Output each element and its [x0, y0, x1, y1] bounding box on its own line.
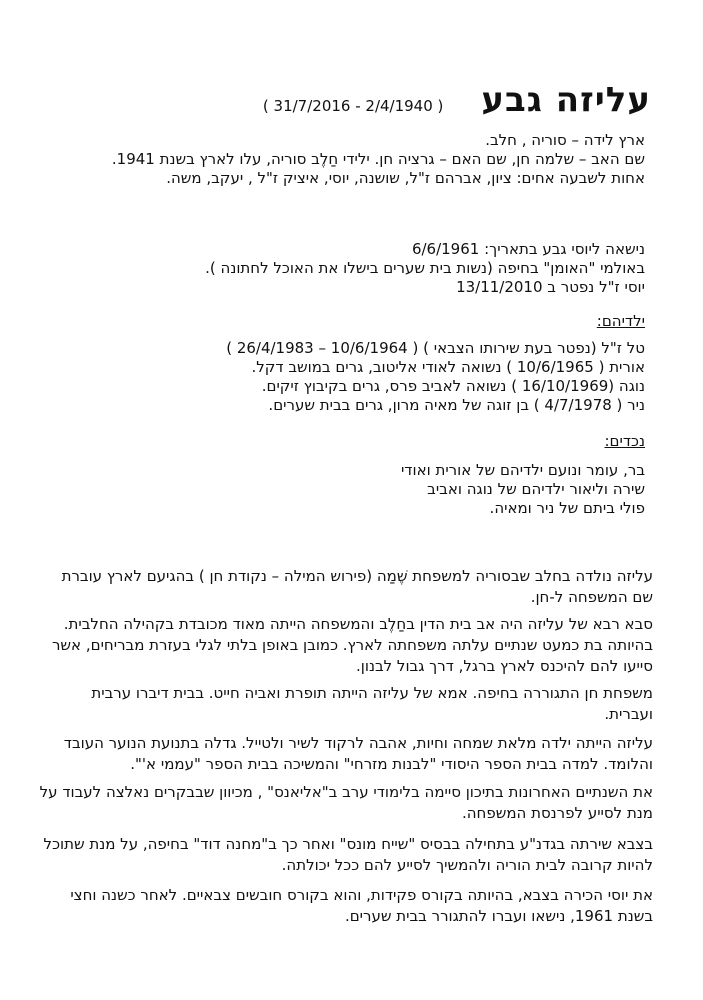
children-heading: ילדיהם:	[596, 312, 645, 330]
origin-line: אחות לשבעה אחים: ציון, אברהם ז"ל, שושנה, יוסי, איציק ז"ל , יעקב, משה.	[166, 169, 645, 187]
story-line: שם המשפחה ל-חן.	[530, 588, 653, 606]
child-line: אורית ( 10/6/1965 ) נשואה לאודי אליטוב, גרים במושב דקל.	[251, 358, 645, 376]
child-line: נוגה (16/10/1969 ) נשואה לאביב פרס, גרים בקיבוץ זיקים.	[261, 377, 645, 395]
grandchildren-section	[401, 432, 645, 518]
story-paragraph-4	[43, 733, 653, 775]
story-line: את יוסי הכירה בצבא, בהיותה בקורס פקידות, והוא בקורס חובשים צבאיים. לאחר כשנה וחצי	[70, 886, 653, 904]
marriage-line: באולמי "האומן" בחיפה (נשות בית שערים בישלו את האוכל לחתונה ).	[205, 259, 645, 277]
story-line: בהיותה בת כמעט שנתיים עלתה משפחתה לארץ. כמובן באופן בלתי לגלי בעזרת מבריחים, אשר	[51, 636, 653, 654]
story-line: ועברית.	[604, 705, 653, 723]
grandchildren-line: בר, עומר ונועם ילדיהם של אורית ואודי	[400, 461, 645, 479]
story-line: בצבא שירתה בגדנ"ע בתחילה בבסיס "שייח מונס" ואחר כך ב"מחנה דוד" בחיפה, על מנת שתוכל	[43, 835, 653, 853]
grandchildren-line: שירה וליאור ילדיהם של נוגה ואביב	[427, 480, 645, 498]
story-paragraph-5	[39, 782, 653, 824]
origin-line: שם האב – שלמה חן, שם האם – גרציה חן. ילידי חַלֶב סוריה, עלו לארץ בשנת 1941.	[111, 150, 645, 168]
story-paragraph-2	[43, 614, 653, 677]
origin-line: ארץ לידה – סוריה , חלב.	[485, 131, 645, 149]
story-line: עליזה נולדה בחלב שבסוריה למשפחת שֶׁמַה (פירוש המילה – נקודת חן ) בהגיעם לארץ עוברת	[61, 567, 653, 585]
grandchildren-line: פולי ביתם של ניר ומאיה.	[489, 499, 645, 517]
child-line: ניר ( 4/7/1978 ) בן זוגה של מאיה מרון, גרים בבית שערים.	[268, 396, 645, 414]
marriage-line: יוסי ז"ל נפטר ב 13/11/2010	[456, 278, 645, 296]
story-line: סייעו להם להיכנס לארץ ברגל, דרך גבול לבנון.	[356, 657, 653, 675]
story-paragraph-3	[43, 683, 653, 725]
story-paragraph-1	[43, 566, 653, 608]
title-line	[263, 80, 651, 120]
story-line: והלומד. למדה בבית הספר היסודי "לבנות מזרחי" והמשיכה בבית הספר "עממי א'".	[130, 755, 653, 773]
story-line: משפחת חן התגוררה בחיפה. אמא של עליזה הייתה תופרת ואביה חייט. בבית דיברו ערבית	[91, 684, 653, 702]
story-line: סבא רבא של עליזה היה אב בית הדין בחַלֶב והמשפחה הייתה מאוד מכובדת בקהילה החלבית.	[63, 615, 653, 633]
story-line: מנת לסייע לפרנסת המשפחה.	[461, 804, 653, 822]
story-paragraph-6	[43, 834, 653, 876]
story-line: בשנת 1961, נישאו ועברו להתגורר בבית שערים.	[344, 907, 653, 925]
origin-section	[112, 131, 645, 188]
page-title: עליזה גבע	[481, 80, 651, 120]
grandchildren-heading: נכדים:	[604, 432, 645, 450]
story-line: להיות קרובה לבית הוריה ולהמשיך לסייע להם ככל יכולתה.	[281, 856, 653, 874]
story-paragraph-7	[43, 885, 653, 927]
life-dates: ( 31/7/2016 - 2/4/1940 )	[262, 97, 444, 115]
marriage-section	[205, 240, 645, 297]
story-line: עליזה הייתה ילדה מלאת שמחה וחיות, אהבה לרקוד לשיר ולטייל. גדלה בתנועת הנוער העובד	[63, 734, 653, 752]
children-section	[226, 312, 645, 415]
story-line: את השנתיים האחרונות בתיכון סיימה בלימודי ערב ב"אליאנס" , מכיוון שבבקרים נאלצה לעבוד על	[39, 783, 653, 801]
child-line: טל ז"ל (נפטר בעת שירותו הצבאי ) ( 10/6/1964 – 26/4/1983 )	[226, 339, 645, 357]
marriage-line: נישאה ליוסי גבע בתאריך: 6/6/1961	[411, 240, 645, 258]
